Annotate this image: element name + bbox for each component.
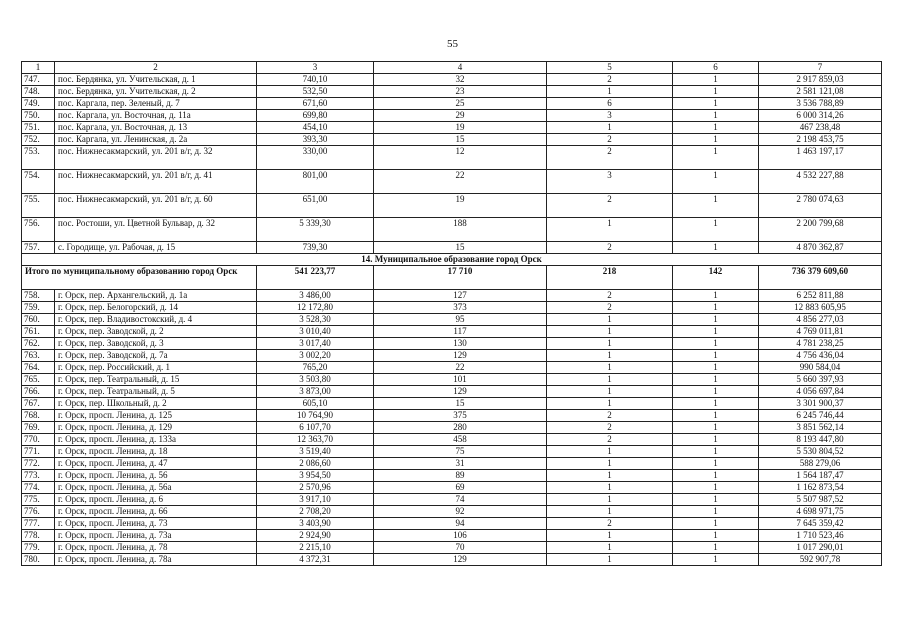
people-cell: 74	[374, 493, 547, 505]
col5-cell: 1	[547, 121, 673, 133]
people-cell: 127	[374, 289, 547, 301]
row-number: 764.	[22, 361, 55, 373]
area-cell: 3 503,80	[257, 373, 374, 385]
area-cell: 3 010,40	[257, 325, 374, 337]
address-cell: г. Орск, просп. Ленина, д. 73	[55, 517, 257, 529]
col5-cell: 1	[547, 397, 673, 409]
table-row	[22, 481, 882, 493]
area-cell: 671,60	[257, 97, 374, 109]
sum-cell: 2 780 074,63	[759, 193, 882, 217]
sum-cell: 3 301 900,37	[759, 397, 882, 409]
people-cell: 29	[374, 109, 547, 121]
col6-cell: 1	[673, 73, 759, 85]
col5-cell: 3	[547, 169, 673, 193]
row-number: 766.	[22, 385, 55, 397]
col5-cell: 1	[547, 337, 673, 349]
table-row	[22, 517, 882, 529]
total-c5: 218	[547, 265, 673, 289]
col6-cell: 1	[673, 109, 759, 121]
sum-cell: 2 198 453,75	[759, 133, 882, 145]
row-number: 761.	[22, 325, 55, 337]
people-cell: 19	[374, 193, 547, 217]
col5-cell: 2	[547, 241, 673, 253]
sum-cell: 4 532 227,88	[759, 169, 882, 193]
section-block	[22, 253, 882, 289]
row-number: 759.	[22, 301, 55, 313]
table-row	[22, 73, 882, 85]
table-row	[22, 409, 882, 421]
area-cell: 330,00	[257, 145, 374, 169]
col5-cell: 2	[547, 301, 673, 313]
sum-cell: 592 907,78	[759, 553, 882, 565]
people-cell: 375	[374, 409, 547, 421]
address-cell: г. Орск, просп. Ленина, д. 47	[55, 457, 257, 469]
col5-cell: 1	[547, 373, 673, 385]
col6-cell: 1	[673, 241, 759, 253]
total-area: 541 223,77	[257, 265, 374, 289]
sum-cell: 1 564 187,47	[759, 469, 882, 481]
table-row	[22, 193, 882, 217]
row-number: 749.	[22, 97, 55, 109]
sum-cell: 1 463 197,17	[759, 145, 882, 169]
sum-cell: 1 162 873,54	[759, 481, 882, 493]
col6-cell: 1	[673, 289, 759, 301]
row-number: 757.	[22, 241, 55, 253]
address-cell: пос. Нижнесакмарский, ул. 201 в/г, д. 32	[55, 145, 257, 169]
row-number: 769.	[22, 421, 55, 433]
col6-cell: 1	[673, 121, 759, 133]
col5-cell: 1	[547, 325, 673, 337]
row-number: 775.	[22, 493, 55, 505]
col5-cell: 1	[547, 445, 673, 457]
sum-cell: 6 000 314,26	[759, 109, 882, 121]
table-row	[22, 361, 882, 373]
table-row	[22, 373, 882, 385]
people-cell: 129	[374, 553, 547, 565]
address-cell: г. Орск, просп. Ленина, д. 56а	[55, 481, 257, 493]
table-row	[22, 109, 882, 121]
row-number: 754.	[22, 169, 55, 193]
section-title: 14. Муниципальное образование город Орск	[22, 253, 882, 265]
col6-cell: 1	[673, 397, 759, 409]
total-row	[22, 265, 882, 289]
col6-cell: 1	[673, 553, 759, 565]
people-cell: 69	[374, 481, 547, 493]
column-numbers-row	[22, 62, 882, 74]
col6-cell: 1	[673, 325, 759, 337]
address-cell: пос. Каргала, пер. Зеленый, д. 7	[55, 97, 257, 109]
people-cell: 188	[374, 217, 547, 241]
sum-cell: 5 507 987,52	[759, 493, 882, 505]
area-cell: 454,10	[257, 121, 374, 133]
row-number: 777.	[22, 517, 55, 529]
area-cell: 3 486,00	[257, 289, 374, 301]
people-cell: 32	[374, 73, 547, 85]
col6-cell: 1	[673, 481, 759, 493]
area-cell: 532,50	[257, 85, 374, 97]
sum-cell: 4 781 238,25	[759, 337, 882, 349]
people-cell: 280	[374, 421, 547, 433]
col5-cell: 1	[547, 541, 673, 553]
sum-cell: 6 245 746,44	[759, 409, 882, 421]
address-cell: г. Орск, пер. Владивостокский, д. 4	[55, 313, 257, 325]
area-cell: 2 924,90	[257, 529, 374, 541]
people-cell: 25	[374, 97, 547, 109]
address-cell: г. Орск, просп. Ленина, д. 78а	[55, 553, 257, 565]
row-number: 778.	[22, 529, 55, 541]
area-cell: 739,30	[257, 241, 374, 253]
address-cell: пос. Каргала, ул. Восточная, д. 11а	[55, 109, 257, 121]
address-cell: г. Орск, просп. Ленина, д. 78	[55, 541, 257, 553]
table-row	[22, 445, 882, 457]
address-cell: г. Орск, пер. Заводской, д. 3	[55, 337, 257, 349]
area-cell: 605,10	[257, 397, 374, 409]
col6-cell: 1	[673, 349, 759, 361]
sum-cell: 8 193 447,80	[759, 433, 882, 445]
col5-cell: 2	[547, 433, 673, 445]
row-number: 772.	[22, 457, 55, 469]
row-number: 747.	[22, 73, 55, 85]
address-cell: пос. Каргала, ул. Ленинская, д. 2а	[55, 133, 257, 145]
col6-cell: 1	[673, 169, 759, 193]
table-row	[22, 313, 882, 325]
column-header: 1	[22, 62, 55, 74]
row-number: 773.	[22, 469, 55, 481]
table-row	[22, 529, 882, 541]
table-row	[22, 493, 882, 505]
people-cell: 22	[374, 361, 547, 373]
people-cell: 130	[374, 337, 547, 349]
address-cell: пос. Нижнесакмарский, ул. 201 в/г, д. 41	[55, 169, 257, 193]
table-row	[22, 121, 882, 133]
column-header: 4	[374, 62, 547, 74]
sum-cell: 467 238,48	[759, 121, 882, 133]
col6-cell: 1	[673, 337, 759, 349]
address-cell: г. Орск, просп. Ленина, д. 6	[55, 493, 257, 505]
people-cell: 129	[374, 349, 547, 361]
sum-cell: 2 200 799,68	[759, 217, 882, 241]
table-row	[22, 553, 882, 565]
sum-cell: 5 530 804,52	[759, 445, 882, 457]
sum-cell: 2 581 121,08	[759, 85, 882, 97]
col6-cell: 1	[673, 493, 759, 505]
address-cell: г. Орск, пер. Театральный, д. 5	[55, 385, 257, 397]
col5-cell: 2	[547, 133, 673, 145]
row-number: 771.	[22, 445, 55, 457]
table-row	[22, 325, 882, 337]
row-number: 780.	[22, 553, 55, 565]
col5-cell: 1	[547, 217, 673, 241]
col6-cell: 1	[673, 385, 759, 397]
table-row	[22, 385, 882, 397]
table-row	[22, 133, 882, 145]
address-cell: пос. Бердянка, ул. Учительская, д. 1	[55, 73, 257, 85]
area-cell: 6 107,70	[257, 421, 374, 433]
col6-cell: 1	[673, 145, 759, 169]
people-cell: 94	[374, 517, 547, 529]
sum-cell: 4 870 362,87	[759, 241, 882, 253]
col6-cell: 1	[673, 133, 759, 145]
people-cell: 129	[374, 385, 547, 397]
address-cell: г. Орск, просп. Ленина, д. 129	[55, 421, 257, 433]
people-cell: 15	[374, 241, 547, 253]
row-number: 774.	[22, 481, 55, 493]
row-number: 768.	[22, 409, 55, 421]
area-cell: 3 917,10	[257, 493, 374, 505]
sum-cell: 4 056 697,84	[759, 385, 882, 397]
col5-cell: 2	[547, 193, 673, 217]
rows-group-b	[22, 289, 882, 565]
people-cell: 106	[374, 529, 547, 541]
address-cell: пос. Бердянка, ул. Учительская, д. 2	[55, 85, 257, 97]
total-label: Итого по муниципальному образованию город Орск	[22, 265, 257, 289]
table-row	[22, 397, 882, 409]
area-cell: 765,20	[257, 361, 374, 373]
address-cell: г. Орск, пер. Заводской, д. 7а	[55, 349, 257, 361]
col6-cell: 1	[673, 505, 759, 517]
sum-cell: 12 883 605,95	[759, 301, 882, 313]
sum-cell: 588 279,06	[759, 457, 882, 469]
housing-table	[21, 61, 882, 566]
area-cell: 2 215,10	[257, 541, 374, 553]
address-cell: г. Орск, просп. Ленина, д. 73а	[55, 529, 257, 541]
address-cell: г. Орск, пер. Театральный, д. 15	[55, 373, 257, 385]
col5-cell: 1	[547, 349, 673, 361]
total-sum: 736 379 609,60	[759, 265, 882, 289]
table-row	[22, 97, 882, 109]
col6-cell: 1	[673, 445, 759, 457]
area-cell: 4 372,31	[257, 553, 374, 565]
people-cell: 92	[374, 505, 547, 517]
col5-cell: 1	[547, 505, 673, 517]
people-cell: 373	[374, 301, 547, 313]
section-row	[22, 253, 882, 265]
col5-cell: 1	[547, 469, 673, 481]
table-row	[22, 469, 882, 481]
area-cell: 2 570,96	[257, 481, 374, 493]
area-cell: 3 954,50	[257, 469, 374, 481]
sum-cell: 4 756 436,04	[759, 349, 882, 361]
address-cell: г. Орск, просп. Ленина, д. 18	[55, 445, 257, 457]
col6-cell: 1	[673, 457, 759, 469]
column-header: 7	[759, 62, 882, 74]
col6-cell: 1	[673, 85, 759, 97]
address-cell: г. Орск, просп. Ленина, д. 66	[55, 505, 257, 517]
people-cell: 89	[374, 469, 547, 481]
table-row	[22, 505, 882, 517]
col6-cell: 1	[673, 301, 759, 313]
row-number: 763.	[22, 349, 55, 361]
address-cell: г. Орск, пер. Школьный, д. 2	[55, 397, 257, 409]
col6-cell: 1	[673, 217, 759, 241]
table-row	[22, 145, 882, 169]
col6-cell: 1	[673, 541, 759, 553]
address-cell: пос. Нижнесакмарский, ул. 201 в/г, д. 60	[55, 193, 257, 217]
area-cell: 740,10	[257, 73, 374, 85]
col6-cell: 1	[673, 373, 759, 385]
total-c6: 142	[673, 265, 759, 289]
area-cell: 5 339,30	[257, 217, 374, 241]
col6-cell: 1	[673, 193, 759, 217]
col5-cell: 2	[547, 73, 673, 85]
col6-cell: 1	[673, 409, 759, 421]
area-cell: 3 519,40	[257, 445, 374, 457]
people-cell: 15	[374, 397, 547, 409]
address-cell: г. Орск, просп. Ленина, д. 56	[55, 469, 257, 481]
table-row	[22, 349, 882, 361]
sum-cell: 3 851 562,14	[759, 421, 882, 433]
col5-cell: 1	[547, 481, 673, 493]
sum-cell: 5 660 397,93	[759, 373, 882, 385]
column-header: 6	[673, 62, 759, 74]
col6-cell: 1	[673, 421, 759, 433]
col5-cell: 1	[547, 493, 673, 505]
row-number: 748.	[22, 85, 55, 97]
sum-cell: 4 698 971,75	[759, 505, 882, 517]
col6-cell: 1	[673, 361, 759, 373]
sum-cell: 6 252 811,88	[759, 289, 882, 301]
area-cell: 699,80	[257, 109, 374, 121]
col5-cell: 1	[547, 529, 673, 541]
sum-cell: 4 769 011,81	[759, 325, 882, 337]
row-number: 776.	[22, 505, 55, 517]
table-row	[22, 457, 882, 469]
area-cell: 3 528,30	[257, 313, 374, 325]
table-row	[22, 301, 882, 313]
col5-cell: 3	[547, 109, 673, 121]
row-number: 767.	[22, 397, 55, 409]
col5-cell: 1	[547, 361, 673, 373]
address-cell: г. Орск, пер. Заводской, д. 2	[55, 325, 257, 337]
area-cell: 3 873,00	[257, 385, 374, 397]
people-cell: 70	[374, 541, 547, 553]
row-number: 758.	[22, 289, 55, 301]
row-number: 751.	[22, 121, 55, 133]
column-header: 5	[547, 62, 673, 74]
people-cell: 101	[374, 373, 547, 385]
people-cell: 22	[374, 169, 547, 193]
table-row	[22, 169, 882, 193]
row-number: 752.	[22, 133, 55, 145]
col5-cell: 1	[547, 313, 673, 325]
col6-cell: 1	[673, 517, 759, 529]
sum-cell: 1 710 523,46	[759, 529, 882, 541]
sum-cell: 4 856 277,03	[759, 313, 882, 325]
col5-cell: 1	[547, 85, 673, 97]
sum-cell: 3 536 788,89	[759, 97, 882, 109]
table-row	[22, 541, 882, 553]
col5-cell: 6	[547, 97, 673, 109]
col5-cell: 2	[547, 517, 673, 529]
area-cell: 2 086,60	[257, 457, 374, 469]
col5-cell: 1	[547, 553, 673, 565]
people-cell: 458	[374, 433, 547, 445]
people-cell: 95	[374, 313, 547, 325]
col6-cell: 1	[673, 529, 759, 541]
col5-cell: 2	[547, 289, 673, 301]
col5-cell: 2	[547, 421, 673, 433]
address-cell: г. Орск, пер. Белогорский, д. 14	[55, 301, 257, 313]
table-row	[22, 241, 882, 253]
people-cell: 23	[374, 85, 547, 97]
row-number: 755.	[22, 193, 55, 217]
column-header: 2	[55, 62, 257, 74]
area-cell: 2 708,20	[257, 505, 374, 517]
row-number: 756.	[22, 217, 55, 241]
sum-cell: 7 645 359,42	[759, 517, 882, 529]
area-cell: 801,00	[257, 169, 374, 193]
address-cell: пос. Ростоши, ул. Цветной Бульвар, д. 32	[55, 217, 257, 241]
table-row	[22, 421, 882, 433]
area-cell: 3 002,20	[257, 349, 374, 361]
column-header: 3	[257, 62, 374, 74]
address-cell: г. Орск, просп. Ленина, д. 125	[55, 409, 257, 421]
table-row	[22, 85, 882, 97]
col5-cell: 1	[547, 457, 673, 469]
rows-group-a	[22, 73, 882, 253]
address-cell: г. Орск, пер. Российский, д. 1	[55, 361, 257, 373]
area-cell: 12 363,70	[257, 433, 374, 445]
row-number: 760.	[22, 313, 55, 325]
col6-cell: 1	[673, 433, 759, 445]
sum-cell: 990 584,04	[759, 361, 882, 373]
address-cell: пос. Каргала, ул. Восточная, д. 13	[55, 121, 257, 133]
area-cell: 12 172,80	[257, 301, 374, 313]
table-row	[22, 337, 882, 349]
address-cell: с. Городище, ул. Рабочая, д. 15	[55, 241, 257, 253]
col5-cell: 1	[547, 385, 673, 397]
row-number: 750.	[22, 109, 55, 121]
address-cell: г. Орск, пер. Архангельский, д. 1а	[55, 289, 257, 301]
page-number: 55	[447, 38, 458, 50]
row-number: 753.	[22, 145, 55, 169]
table-row	[22, 289, 882, 301]
table-row	[22, 217, 882, 241]
row-number: 762.	[22, 337, 55, 349]
area-cell: 10 764,90	[257, 409, 374, 421]
sum-cell: 2 917 859,03	[759, 73, 882, 85]
area-cell: 3 403,90	[257, 517, 374, 529]
col6-cell: 1	[673, 469, 759, 481]
col6-cell: 1	[673, 313, 759, 325]
row-number: 765.	[22, 373, 55, 385]
table-row	[22, 433, 882, 445]
col5-cell: 2	[547, 145, 673, 169]
col6-cell: 1	[673, 97, 759, 109]
area-cell: 3 017,40	[257, 337, 374, 349]
sum-cell: 1 017 290,01	[759, 541, 882, 553]
area-cell: 651,00	[257, 193, 374, 217]
people-cell: 31	[374, 457, 547, 469]
row-number: 779.	[22, 541, 55, 553]
people-cell: 15	[374, 133, 547, 145]
total-people: 17 710	[374, 265, 547, 289]
col5-cell: 2	[547, 409, 673, 421]
people-cell: 117	[374, 325, 547, 337]
area-cell: 393,30	[257, 133, 374, 145]
people-cell: 12	[374, 145, 547, 169]
address-cell: г. Орск, просп. Ленина, д. 133а	[55, 433, 257, 445]
people-cell: 19	[374, 121, 547, 133]
row-number: 770.	[22, 433, 55, 445]
people-cell: 75	[374, 445, 547, 457]
